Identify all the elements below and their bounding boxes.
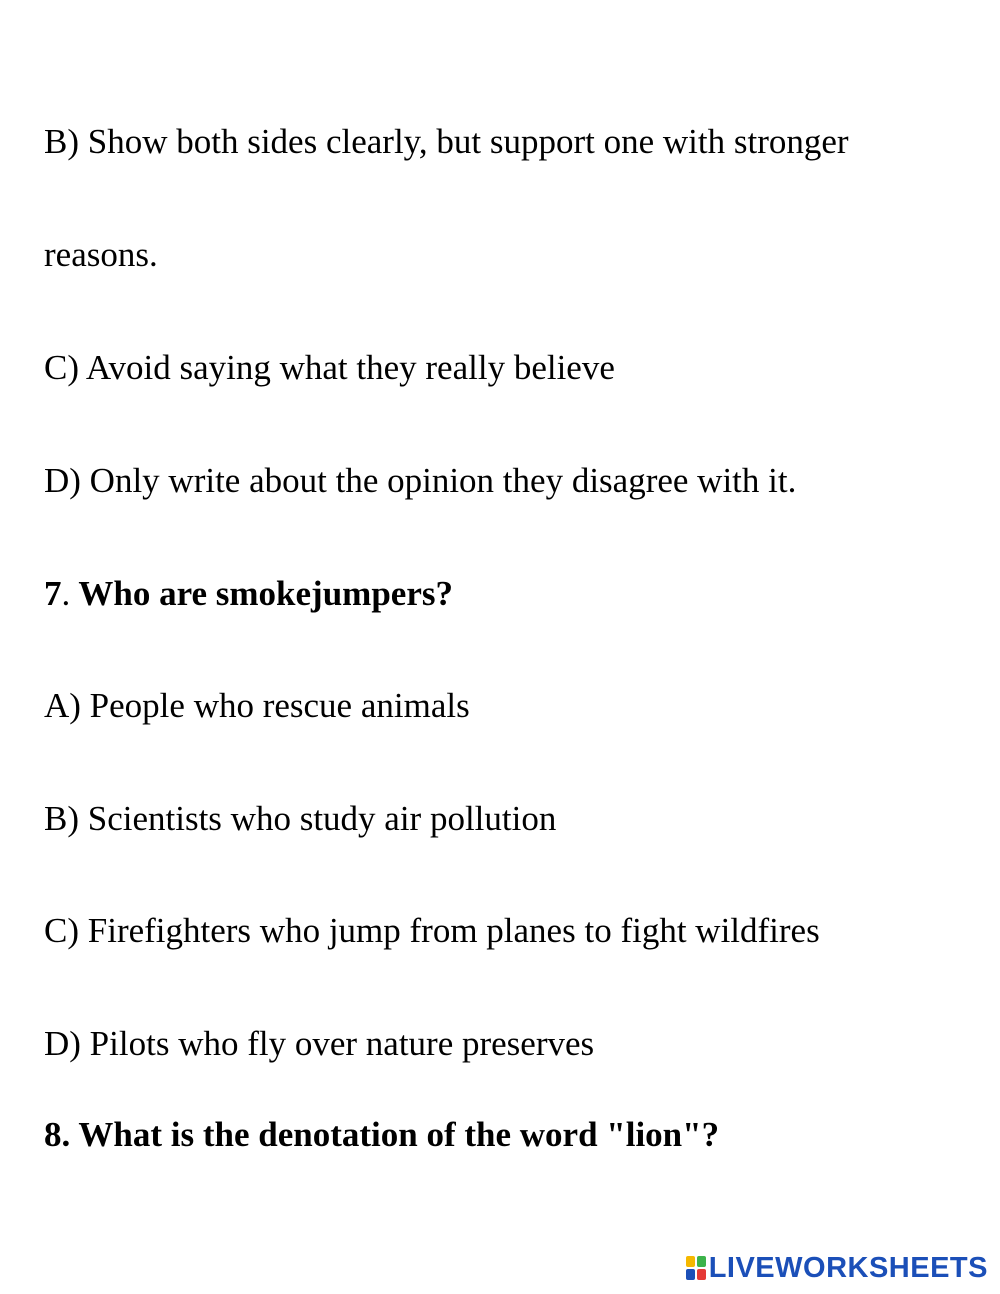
q7-option-d: D) Pilots who fly over nature preserves <box>44 1024 595 1063</box>
liveworksheets-brand <box>686 1253 988 1283</box>
q7-prompt: Who are smokejumpers? <box>70 574 453 613</box>
q6-option-b-line2: reasons. <box>44 235 158 274</box>
q7-option-b: B) Scientists who study air pollution <box>44 799 557 838</box>
q8-question: 8. What is the denotation of the word "lion"? <box>44 1115 720 1154</box>
q7-number: 7 <box>44 574 62 613</box>
q7-question <box>44 574 453 614</box>
q6-option-c: C) Avoid saying what they really believe <box>44 348 615 387</box>
q7-option-c: C) Firefighters who jump from planes to fight wildfires <box>44 911 820 950</box>
q7-option-a: A) People who rescue animals <box>44 686 470 725</box>
q6-option-b-line1: B) Show both sides clearly, but support one with stronger <box>44 122 849 161</box>
liveworksheets-logo-icon <box>686 1256 706 1280</box>
q7-separator: . <box>61 574 71 613</box>
q6-option-d: D) Only write about the opinion they disagree with it. <box>44 461 797 500</box>
brand-name: LIVEWORKSHEETS <box>708 1251 988 1284</box>
